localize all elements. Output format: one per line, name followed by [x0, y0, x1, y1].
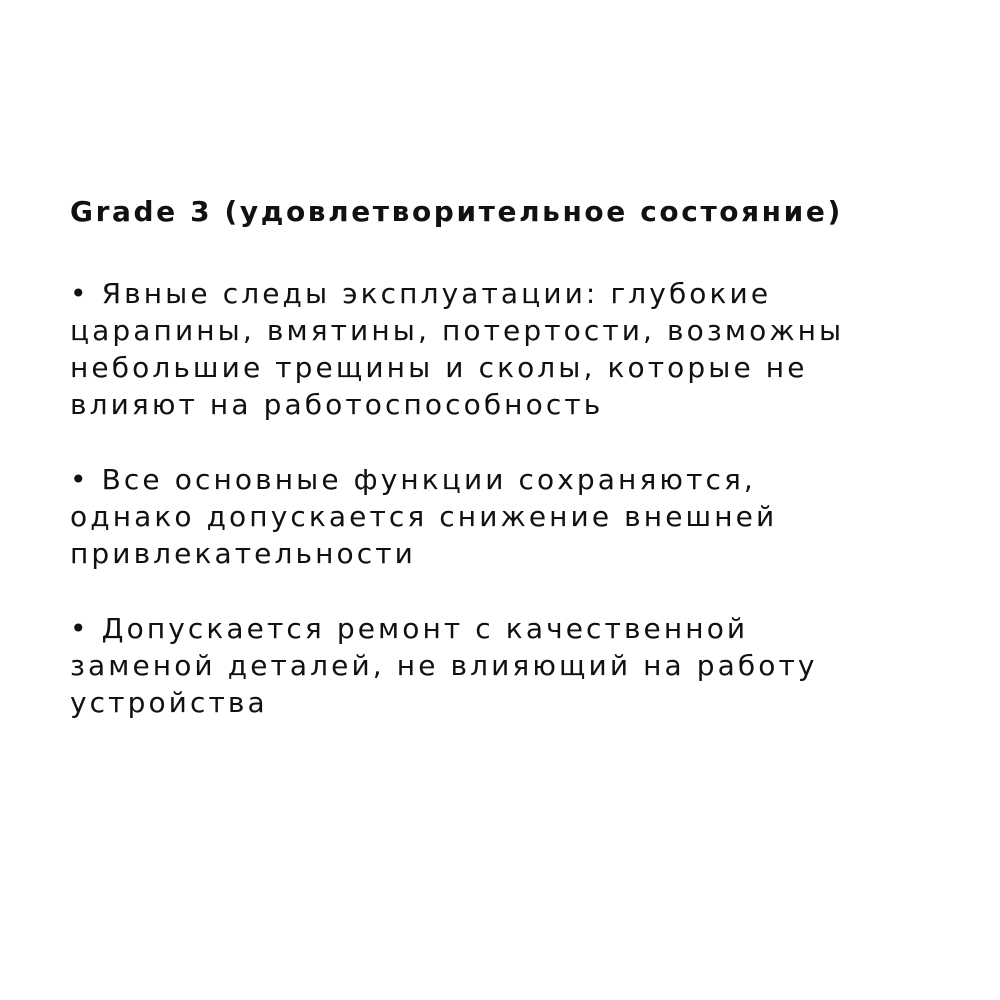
bullet-line: влияют на работоспособность [70, 388, 604, 421]
bullet-line: привлекательности [70, 537, 416, 570]
bullet-list [70, 275, 970, 721]
bullet-line: заменой деталей, не влияющий на работу [70, 649, 818, 682]
bullet-line: небольшие трещины и сколы, которые не [70, 351, 808, 384]
bullet-item-functions [70, 461, 970, 572]
document-title: Grade 3 (удовлетворительное состояние) [70, 195, 843, 228]
bullet-line: • Все основные функции сохраняются, [70, 463, 756, 496]
bullet-line: устройства [70, 686, 268, 719]
bullet-line: • Допускается ремонт с качественной [70, 612, 749, 645]
bullet-line: царапины, вмятины, потертости, возможны [70, 314, 845, 347]
bullet-item-wear [70, 275, 970, 423]
document-body [70, 193, 970, 721]
bullet-item-repair [70, 610, 970, 721]
bullet-line: • Явные следы эксплуатации: глубокие [70, 277, 772, 310]
bullet-line: однако допускается снижение внешней [70, 500, 778, 533]
